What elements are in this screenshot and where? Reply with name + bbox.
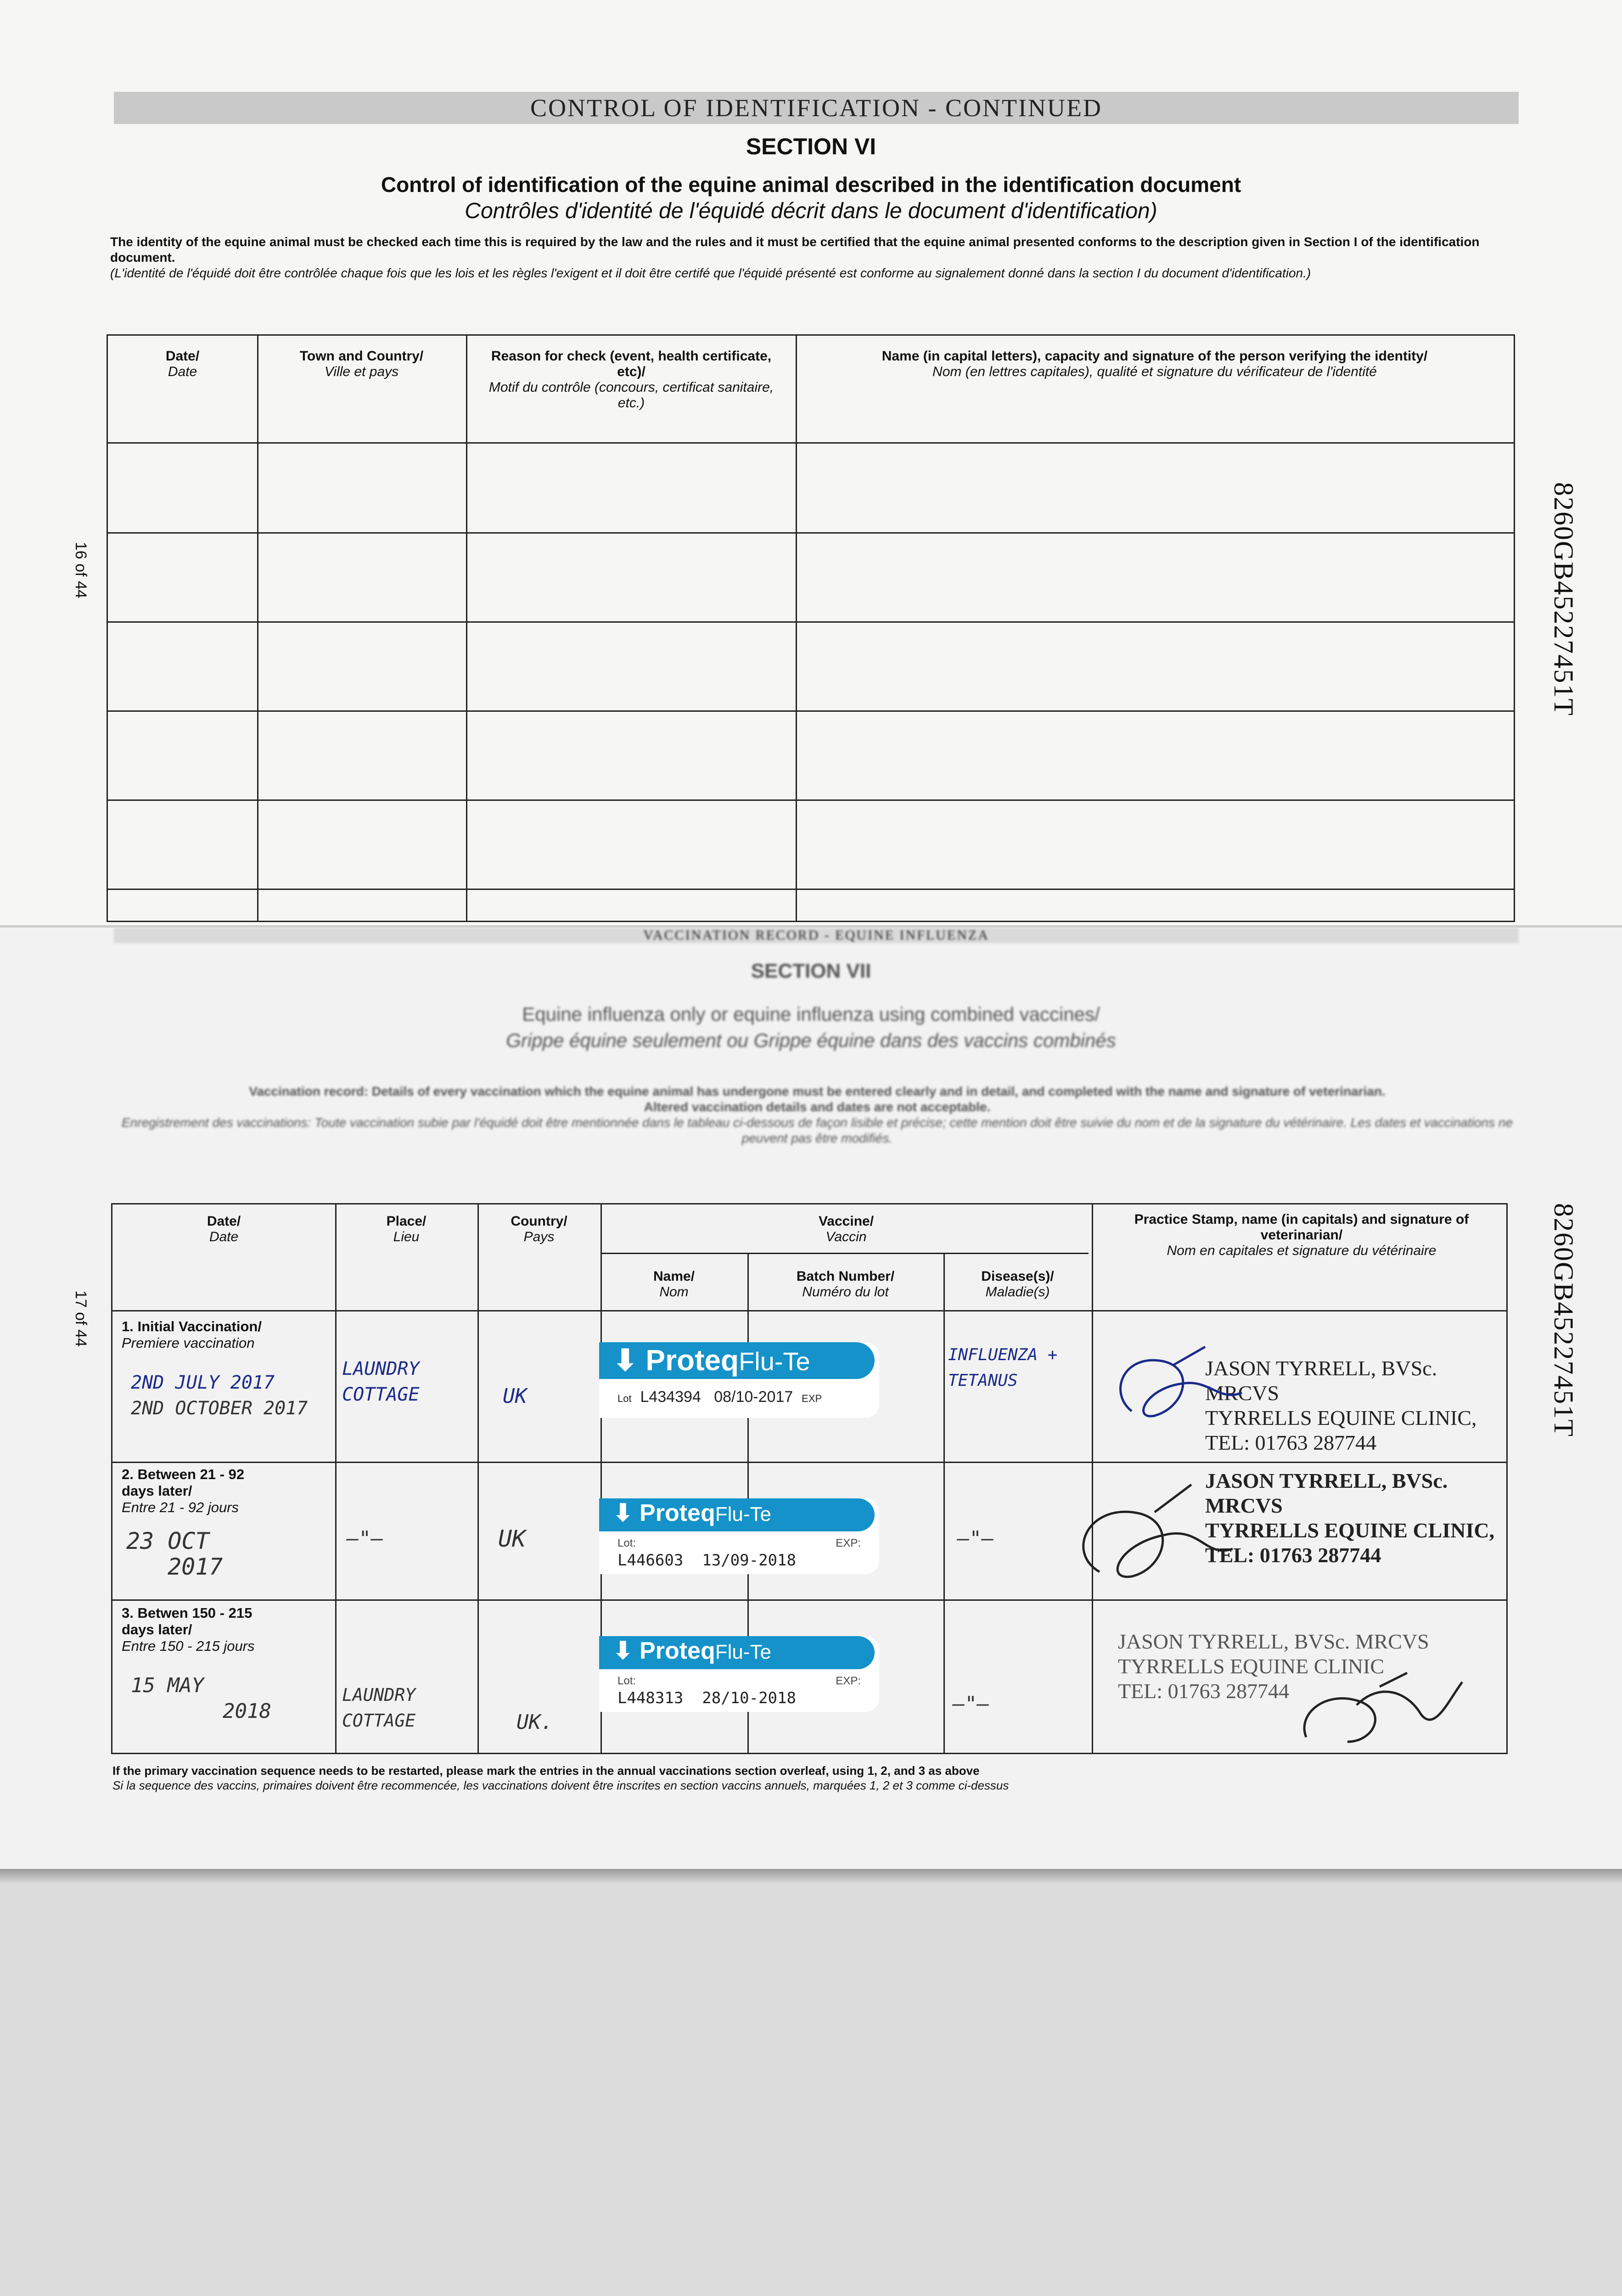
- vet-signature-1: [1104, 1338, 1269, 1429]
- vacc-col-country: Country/ Pays: [511, 1214, 567, 1244]
- row-3-date: 15 MAY 2018: [131, 1674, 271, 1723]
- vacc-col-place: Place/ Lieu: [386, 1214, 427, 1244]
- row-1-country: UK: [503, 1384, 527, 1408]
- vacc-col-vaccine: Vaccine/ Vaccin: [818, 1214, 874, 1244]
- row-2-date: 23 OCT 2017: [126, 1528, 223, 1580]
- page-16: [0, 0, 1622, 928]
- col-verifier-header: Name (in capital letters), capacity and signature of the person verifying the identity/ Nom (en lettres capitales), qualité et signature du vérificateur de l'identité: [881, 349, 1428, 379]
- page-bottom-edge: [0, 1869, 1622, 1883]
- section-vii-subtitle-en: Equine influenza only or equine influenza using combined vaccines/: [522, 1003, 1100, 1025]
- row-2-disease: —"—: [957, 1527, 994, 1550]
- page-number-17: 17 of 44: [72, 1290, 90, 1347]
- intro-en: The identity of the equine animal must be checked each time this is required by the law and the rules and it must be certified that the equine animal presented conforms to the description given in Section I of the identification document.: [110, 235, 1480, 264]
- vacc-col-date: Date/ Date: [207, 1214, 241, 1244]
- row-1-date: 2ND JULY 2017 2ND OCTOBER 2017: [131, 1372, 308, 1419]
- label-3-brand: ⬇ ProteqFlu-Te: [613, 1638, 771, 1664]
- identification-check-table: [107, 334, 1515, 922]
- vacc-col-stamp: Practice Stamp, name (in capitals) and signature of veterinarian/ Nom en capitales et signature du vétérinaire: [1134, 1212, 1469, 1258]
- row-1-head: 1. Initial Vaccination/ Premiere vaccination: [122, 1318, 262, 1351]
- label-1-lot: Lot L434394 08/10-2017 EXP: [617, 1388, 822, 1406]
- row-3-place: LAUNDRY COTTAGE: [342, 1685, 416, 1731]
- row-2-country: UK: [498, 1525, 526, 1552]
- row-2-place: —"—: [347, 1527, 383, 1550]
- label-2-brand: ⬇ ProteqFlu-Te: [613, 1500, 771, 1526]
- vet-stamp-3: JASON TYRRELL, BVSc. MRCVS TYRRELLS EQUINE CLINIC TEL: 01763 287744: [1118, 1630, 1429, 1703]
- row-3-head: 3. Betwen 150 - 215 days later/ Entre 150 - 215 jours: [122, 1605, 255, 1654]
- scan-background: [0, 1883, 1622, 2296]
- footnote: If the primary vaccination sequence needs to be restarted, please mark the entries in the annual vaccinations section overleaf, using 1, 2, and 3 as above Si la sequence des vaccins, primaires doivent être recommencée, les vaccinations doivent être inscrites en section vaccins annuels, marquées 1, 2 et 3 comme ci-dessus: [112, 1764, 1009, 1792]
- banner-control-identification: CONTROL OF IDENTIFICATION - CONTINUED: [114, 92, 1519, 124]
- vaccine-label-3: ⬇ ProteqFlu-Te Lot: EXP: L448313 28/10-2018: [599, 1636, 879, 1712]
- vet-stamp-1: JASON TYRRELL, BVSc. MRCVS TYRRELLS EQUINE CLINIC, TEL: 01763 287744: [1205, 1356, 1477, 1454]
- page-number-16: 16 of 44: [72, 542, 90, 598]
- vaccine-label-1: [599, 1342, 879, 1418]
- section-vi-subtitle-en: Control of identification of the equine animal described in the identification document: [381, 173, 1241, 197]
- vet-signature-2: [1067, 1480, 1260, 1590]
- passport-serial-16: 8260GB45227451T: [1549, 482, 1579, 716]
- section-vi-subtitle-fr: Contrôles d'identité de l'équidé décrit dans le document d'identification): [465, 199, 1157, 223]
- label-3-lot: L448313 28/10-2018: [617, 1689, 796, 1707]
- label-2-lot: L446603 13/09-2018: [617, 1551, 796, 1570]
- vaccination-table: [111, 1203, 1508, 1754]
- label-1-brand: ⬇ ProteqFlu-Te: [613, 1344, 810, 1377]
- row-2-head: 2. Between 21 - 92 days later/ Entre 21 - 92 jours: [122, 1466, 245, 1515]
- page-17: [0, 928, 1622, 1883]
- col-reason-header: Reason for check (event, health certificate, etc)/ Motif du contrôle (concours, certificat sanitaire, etc.): [488, 349, 774, 411]
- row-3-disease: —"—: [953, 1692, 989, 1716]
- section-vii-title: SECTION VII: [751, 960, 871, 982]
- vet-signature-3: [1288, 1664, 1471, 1756]
- vacc-col-disease: Disease(s)/ Maladie(s): [981, 1269, 1054, 1300]
- row-1-disease: INFLUENZA + TETANUS: [948, 1345, 1058, 1390]
- passport-serial-17: 8260GB45227451T: [1549, 1203, 1579, 1437]
- row-1-place: LAUNDRY COTTAGE: [342, 1358, 420, 1405]
- vaccine-label-2: ⬇ ProteqFlu-Te Lot: EXP: L446603 13/09-2018: [599, 1498, 879, 1574]
- banner-vaccination: VACCINATION RECORD - EQUINE INFLUENZA: [114, 928, 1519, 943]
- section-vi-intro: [110, 234, 1497, 281]
- col-date-header: Date/ Date: [165, 349, 200, 379]
- section-vii-subtitle-fr: Grippe équine seulement ou Grippe équine dans des vaccins combinés: [506, 1030, 1116, 1051]
- vet-stamp-2: JASON TYRRELL, BVSc. MRCVS TYRRELLS EQUINE CLINIC, TEL: 01763 287744: [1205, 1469, 1495, 1567]
- vacc-col-batch: Batch Number/ Numéro du lot: [796, 1269, 895, 1300]
- row-3-country: UK.: [516, 1711, 553, 1734]
- intro-fr: (L'identité de l'équidé doit être contrôlée chaque fois que les lois et les règles l'exigent et il doit être certifé que l'équidé présenté est conforme au signalement donné dans la section I du document d'identification.): [110, 266, 1311, 280]
- section-vii-intro: Vaccination record: Details of every vaccination which the equine animal has undergone must be entered clearly and in detail, and completed with the name and signature of veterinarian. Altered vaccination details and dates are not acceptable. Enregistrement des vaccinations: Toute vaccination subie par l'équidé doit être mentionnée dans le tableau ci-dessous de façon lisible et précise; cette mention doit être suivie du nom et de la signature du vétérinaire. Les dates et vaccinations ne peuvent pas être modifiés.: [121, 1084, 1513, 1145]
- section-vi-title: SECTION VI: [746, 134, 876, 159]
- vacc-col-name: Name/ Nom: [653, 1269, 695, 1300]
- col-town-header: Town and Country/ Ville et pays: [299, 349, 424, 379]
